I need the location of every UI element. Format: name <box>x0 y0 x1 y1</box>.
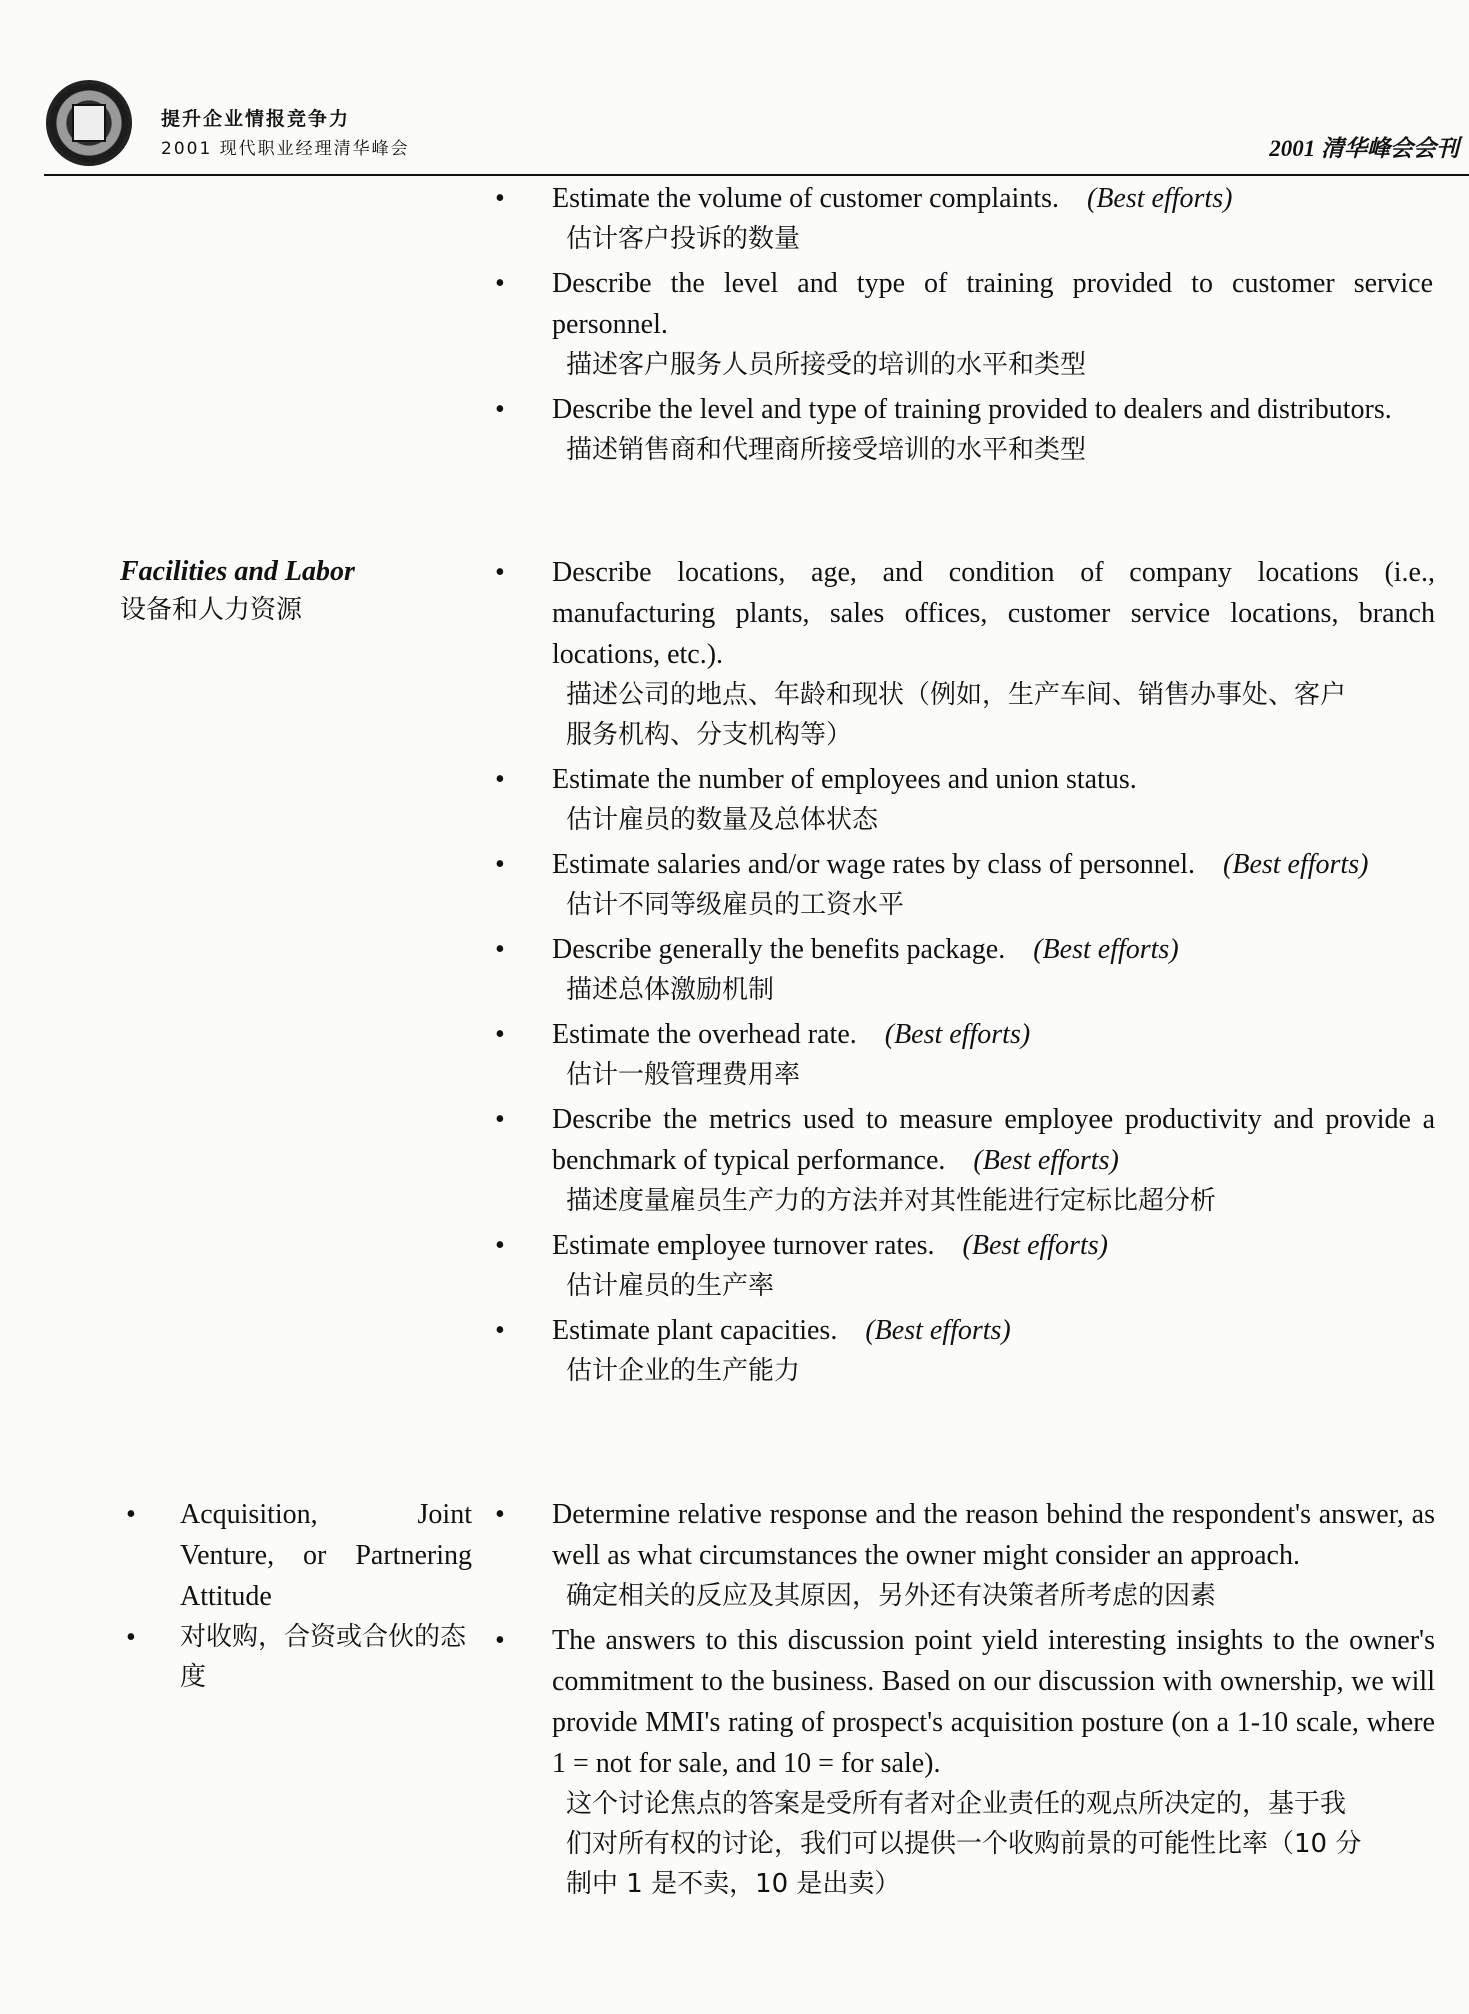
item-note: (Best efforts) <box>884 1019 1031 1050</box>
list-item: • Describe the level and type of training provided to dealers and distributors. 描述销售商和代理商所接受培训的水平和类型 <box>495 389 1433 470</box>
item-text: Estimate employee turnover rates. <box>552 1230 935 1261</box>
section-title: Acquisition, Joint Venture, or Partnering Attitude <box>180 1499 472 1612</box>
item-note: (Best efforts) <box>865 1315 1011 1346</box>
header-divider <box>44 174 1469 176</box>
list-item: • Estimate the number of employees and union status. 估计雇员的数量及总体状态 <box>495 759 1435 840</box>
item-text: Estimate the overhead rate. <box>552 1019 857 1050</box>
item-text: Describe locations, age, and condition of company locations (i.e., manufacturing plants, sales offices, customer service locations, branch locations, etc.). <box>552 557 1435 670</box>
list-item: • Describe generally the benefits package. (Best efforts) 描述总体激励机制 <box>495 929 1435 1010</box>
header-subtitle: 2001 现代职业经理清华峰会 <box>161 139 410 159</box>
list-item: • Estimate employee turnover rates. (Best efforts) 估计雇员的生产率 <box>495 1225 1435 1306</box>
item-translation: 描述公司的地点、年龄和现状（例如，生产车间、销售办事处、客户服务机构、分支机构等） <box>566 680 1347 750</box>
header-title: 提升企业情报竞争力 <box>161 108 351 130</box>
header-journal-name: 2001 清华峰会会刊 <box>1269 136 1459 161</box>
item-text: Estimate salaries and/or wage rates by class of personnel. <box>552 849 1196 880</box>
list-item: • Estimate plant capacities. (Best efforts) 估计企业的生产能力 <box>495 1310 1435 1391</box>
list-item: • The answers to this discussion point yield interesting insights to the owner's commitment to the business. Based on our discussion with ownership, we will provide MMI's rating of prospect's acquisition posture (on a 1-10 scale, where 1 = not for sale, and 10 = for sale). 这个讨论焦点的答案是受所有者对企业责任的观点所决定的，基于我们对所有权的讨论，我们可以提供一个收购前景的可能性比率（10 分制中 1 是不卖，10 是出卖） <box>495 1620 1435 1904</box>
item-translation: 估计不同等级雇员的工资水平 <box>566 890 905 920</box>
section-heading <box>120 552 440 630</box>
item-translation: 描述总体激励机制 <box>566 975 775 1005</box>
item-text: Determine relative response and the reason behind the respondent's answer, as well as what circumstances the owner might consider an approach. <box>552 1499 1435 1571</box>
list-item: • Describe locations, age, and condition of company locations (i.e., manufacturing plants, sales offices, customer service locations, branch locations, etc.). 描述公司的地点、年龄和现状（例如，生产车间、销售办事处、客户服务机构、分支机构等） <box>495 552 1435 755</box>
list-item: • Describe the level and type of training provided to customer service personnel. 描述客户服务人员所接受的培训的水平和类型 <box>495 263 1433 385</box>
item-translation: 估计雇员的数量及总体状态 <box>566 805 879 835</box>
item-note: (Best efforts) <box>973 1145 1119 1176</box>
list-item: • Describe the metrics used to measure employee productivity and provide a benchmark of typical performance. (Best efforts) 描述度量雇员生产力的方法并对其性能进行定标比超分析 <box>495 1099 1435 1221</box>
item-translation: 估计雇员的生产率 <box>566 1271 775 1301</box>
item-note: (Best efforts) <box>962 1230 1108 1261</box>
item-translation: 描述销售商和代理商所接受培训的水平和类型 <box>566 435 1087 465</box>
item-translation: 估计一般管理费用率 <box>566 1060 801 1090</box>
list-item: • Acquisition, Joint Venture, or Partnering Attitude <box>120 1494 472 1617</box>
item-text: Describe the level and type of training provided to customer service personnel. <box>552 268 1433 340</box>
item-note: (Best efforts) <box>1087 183 1233 214</box>
item-note: (Best efforts) <box>1223 849 1369 880</box>
university-seal-logo <box>46 80 132 166</box>
item-translation: 确定相关的反应及其原因，另外还有决策者所考虑的因素 <box>566 1581 1217 1611</box>
item-text: Estimate plant capacities. <box>552 1315 838 1346</box>
page-header <box>0 0 1469 180</box>
item-translation: 这个讨论焦点的答案是受所有者对企业责任的观点所决定的，基于我们对所有权的讨论，我们可以提供一个收购前景的可能性比率（10 分制中 1 是不卖，10 是出卖） <box>566 1789 1362 1899</box>
section3-list <box>495 1494 1435 1908</box>
section-title-chinese: 设备和人力资源 <box>120 595 303 625</box>
item-note: (Best efforts) <box>1033 934 1179 965</box>
item-translation: 描述客户服务人员所接受的培训的水平和类型 <box>566 350 1087 380</box>
item-text: Estimate the number of employees and union status. <box>552 764 1137 795</box>
item-text: Describe generally the benefits package. <box>552 934 1006 965</box>
item-translation: 描述度量雇员生产力的方法并对其性能进行定标比超分析 <box>566 1186 1217 1216</box>
list-item: • Estimate the volume of customer complaints. (Best efforts) 估计客户投诉的数量 <box>495 178 1433 259</box>
list-item: • 对收购，合资或合伙的态度 <box>120 1617 472 1697</box>
section-title-chinese: 对收购，合资或合伙的态度 <box>180 1622 467 1692</box>
item-translation: 估计企业的生产能力 <box>566 1356 801 1386</box>
section-title: Facilities and Labor <box>120 556 355 587</box>
section2-list <box>495 552 1435 1395</box>
list-item: • Determine relative response and the reason behind the respondent's answer, as well as what circumstances the owner might consider an approach. 确定相关的反应及其原因，另外还有决策者所考虑的因素 <box>495 1494 1435 1616</box>
item-text: Describe the metrics used to measure employee productivity and provide a benchmark of typical performance. <box>552 1104 1435 1176</box>
item-text: Estimate the volume of customer complaints. <box>552 183 1059 214</box>
list-item: • Estimate salaries and/or wage rates by class of personnel. (Best efforts) 估计不同等级雇员的工资水平 <box>495 844 1435 925</box>
section3-heading-list <box>120 1494 472 1697</box>
item-text: The answers to this discussion point yield interesting insights to the owner's commitment to the business. Based on our discussion with ownership, we will provide MMI's rating of prospect's acquisition posture (on a 1-10 scale, where 1 = not for sale, and 10 = for sale). <box>552 1625 1435 1779</box>
item-translation: 估计客户投诉的数量 <box>566 224 801 254</box>
section1-list <box>495 178 1433 474</box>
list-item: • Estimate the overhead rate. (Best efforts) 估计一般管理费用率 <box>495 1014 1435 1095</box>
item-text: Describe the level and type of training provided to dealers and distributors. <box>552 394 1392 425</box>
